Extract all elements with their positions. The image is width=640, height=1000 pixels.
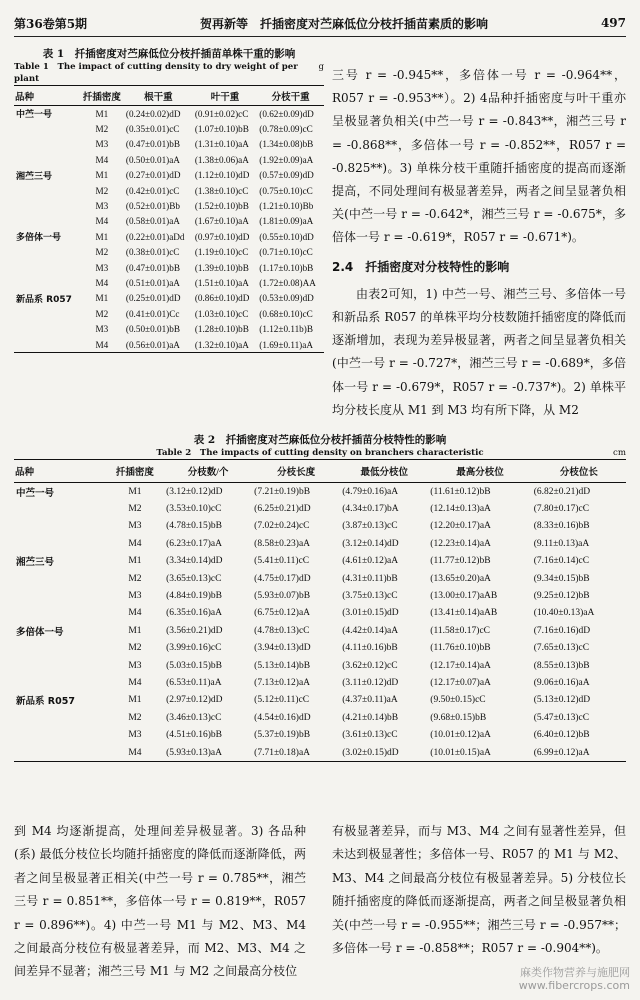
bottom-right-paragraph: 有极显著差异，而与 M3、M4 之间有显著性差异，但未达到极显著性；多倍体一号、R057 的 M1 与 M2、M3、M4 之间最高分枝位有极显著差异。5) 分枝位长随扦插密度的降低而逐渐提高，两者之间呈极显著负相关(中苎一号 r = -0.955**；湘苎三号 r = -0.957**；多倍体一号 r = -0.858**；R057 r = -0.904**)。 (332, 824, 626, 956)
table-row (14, 306, 324, 321)
site-watermark (519, 966, 630, 992)
table-2-cell: (12.17±0.14)aA (430, 660, 491, 671)
table-2-header-cell: 分枝数/个 (164, 460, 252, 483)
table-row (14, 214, 324, 229)
page-number: 497 (600, 16, 626, 30)
table-2-cell: (7.16±0.14)cC (533, 556, 590, 567)
table-row (14, 183, 324, 198)
table-row (14, 709, 626, 726)
table-2-cell: (5.13±0.12)dD (533, 695, 591, 706)
table-1-cell: (1.21±0.10)Bb (259, 201, 314, 212)
table-2-header-cell: 最高分枝位 (428, 460, 531, 483)
table-1-header-row (14, 86, 324, 106)
table-2-cell: (10.40±0.13)aA (533, 608, 595, 619)
table-2-cell: (11.77±0.12)bB (430, 556, 491, 567)
table-2-variety-cell (14, 709, 106, 726)
table-row (14, 291, 324, 306)
table-2-header-cell: 分枝位长 (532, 460, 626, 483)
table-1-cell: (1.34±0.08)bB (259, 139, 314, 150)
table-2-cell: (12.14±0.13)aA (430, 504, 491, 515)
table-1-cell: (1.07±0.10)bB (194, 124, 249, 135)
table-1-variety-cell: 湘苎三号 (16, 171, 53, 182)
table-2-variety-cell (14, 500, 106, 517)
table-row (14, 726, 626, 743)
table-2-variety-cell (14, 744, 106, 762)
table-1-cell: (0.56±0.01)aA (124, 337, 193, 353)
table-2-cell: (10.01±0.15)aA (428, 744, 531, 762)
table-2-header-cell: 扦插密度 (106, 460, 164, 483)
table-2-cell: (3.87±0.13)cC (342, 521, 398, 532)
table-2-cell: (4.51±0.16)bB (166, 730, 222, 741)
bottom-left-paragraph: 到 M4 均逐渐提高，处理间差异极显著。3) 各品种(系) 最低分枝位长均随扦插密度的降低而逐渐降低，两者之间呈极显著正相关(中苎一号 r = 0.785**，湘苎三号 r = 0.851**，多倍体一号 r = 0.819**，R057 r = 0.896**)。4) 中苎一号 M1 与 M2、M3、M4 之间最高分枝位有极显著差异，而 M2、M3、M4 之间差异不显著；湘苎三号 M1 与 M2 之间最高分枝位 (14, 824, 306, 979)
table-1-cell: M2 (95, 247, 109, 258)
table-2-cell: (4.84±0.19)bB (166, 591, 222, 602)
table-2-cell: (8.58±0.23)aA (254, 538, 311, 549)
table-row (14, 121, 324, 136)
table-2-caption-en-row (14, 447, 626, 459)
table-2-variety-cell: 湘苎三号 (16, 557, 55, 569)
table-2-cell: M1 (128, 625, 142, 636)
table-2-cell: (7.80±0.17)cC (533, 504, 590, 515)
table-1-cell: M3 (95, 139, 109, 150)
table-1-cell: (1.38±0.10)cC (194, 185, 249, 196)
table-1-cell: M3 (95, 324, 109, 335)
table-2-variety-cell (14, 726, 106, 743)
table-2-cell: (12.20±0.17)aA (430, 521, 491, 532)
table-1-cell: (0.75±0.10)cC (259, 185, 313, 196)
table-2-variety-cell (14, 657, 106, 674)
table-2-cell: M4 (128, 677, 142, 688)
table-1-variety-cell (14, 198, 80, 213)
table-2-cell: M1 (128, 556, 142, 567)
table-2-cell: (4.34±0.17)bA (342, 504, 399, 515)
table-2-cell: (12.17±0.07)aA (430, 677, 491, 688)
table-1-cell: (0.25±0.01)dD (125, 293, 181, 304)
table-1-variety-cell (14, 214, 80, 229)
table-1-cell: (0.62±0.09)dD (259, 108, 314, 119)
table-1-cell: M4 (95, 154, 109, 165)
table-1-header-cell: 品种 (14, 86, 80, 106)
table-1-cell: (0.97±0.10)dD (194, 231, 250, 242)
table-1-cell: (0.50±0.01)aA (125, 154, 180, 165)
section-heading-2-4: 2.4 扦插密度对分枝特性的影响 (332, 259, 510, 274)
table-2-cell: (4.78±0.15)bB (166, 521, 222, 532)
table-1-cell: (1.67±0.10)aA (194, 216, 249, 227)
table-2-cell: (13.65±0.20)aA (430, 573, 491, 584)
table-2-cell: (9.11±0.13)aA (533, 538, 590, 549)
table-2-cell: M2 (128, 712, 142, 723)
table-1-cell: M2 (95, 124, 109, 135)
table-2-cell: (7.16±0.16)dD (533, 625, 591, 636)
table-1-cell: (1.32±0.10)aA (193, 337, 257, 353)
table-1-cell: (0.52±0.01)Bb (125, 201, 180, 212)
running-header (14, 10, 626, 37)
table-1-variety-cell (14, 137, 80, 152)
table-2-variety-cell (14, 535, 106, 552)
table-1-cell: (0.22±0.01)aDd (125, 231, 185, 242)
table-row (14, 198, 324, 213)
table-2-cell: M3 (128, 660, 142, 671)
table-row (14, 553, 626, 570)
table-row (14, 106, 324, 122)
table-1-cell: (1.31±0.10)aA (194, 139, 249, 150)
journal-volume: 第36卷第5期 (14, 16, 88, 31)
table-row (14, 245, 324, 260)
results-paragraph-1: 三号 r = -0.945**，多倍体一号 r = -0.964**，R057 r = -0.953**）。2) 4品种扦插密度与叶干重亦呈极显著负相关(中苎一号 r = -0.843**，湘苎三号 r = -0.868**，多倍体一号 r = -0.852**，R057 r = -0.825**)。3) 单株分枝干重随扦插密度的提高而逐渐提高，不同处理间有极显著差异，两者之间呈显著负相关(中苎一号 r = -0.642*，湘苎三号 r = -0.675*，多倍体一号 r = -0.619*，R057 r = -0.671*)。 (332, 68, 626, 245)
table-1-cell: (0.68±0.10)cC (259, 308, 313, 319)
table-2-cell: (11.76±0.10)bB (430, 643, 491, 654)
table-1-cell: M4 (95, 277, 109, 288)
table-row (14, 605, 626, 622)
table-2-cell: (3.75±0.13)cC (342, 591, 398, 602)
table-row (14, 337, 324, 353)
table-1-cell: (0.50±0.01)bB (125, 324, 180, 335)
table-2-cell: (3.56±0.21)dD (166, 625, 223, 636)
table-1-cell: (0.71±0.10)cC (259, 247, 313, 258)
table-1-header-cell: 叶干重 (193, 86, 257, 106)
table-2-cell: M2 (128, 573, 142, 584)
table-row (14, 640, 626, 657)
table-2-cell: (3.02±0.15)dD (340, 744, 428, 762)
table-1-variety-cell (14, 121, 80, 136)
table-1-cell: (0.47±0.01)bB (125, 262, 180, 273)
table-1-cell: (0.27±0.01)dD (125, 170, 181, 181)
table-2-unit: cm (613, 448, 626, 458)
table-2-cell: (4.75±0.17)dD (254, 573, 311, 584)
table-1-variety-cell: 多倍体一号 (16, 233, 62, 244)
table-row (14, 483, 626, 501)
table-2-cell: (10.01±0.12)aA (430, 730, 491, 741)
table-2-cell: (4.37±0.11)aA (342, 695, 398, 706)
table-2-cell: (3.53±0.10)cC (166, 504, 222, 515)
table-2-grid (14, 459, 626, 762)
table-2-cell: (9.34±0.15)bB (533, 573, 590, 584)
table-2-header-row (14, 460, 626, 483)
table-1-cell: (0.86±0.10)dD (194, 293, 250, 304)
table-2-cell: M4 (128, 608, 142, 619)
table-2-cell: (6.25±0.21)dD (254, 504, 311, 515)
table-2-cell: (4.54±0.16)dD (254, 712, 311, 723)
table-2-cell: (3.34±0.14)dD (166, 556, 223, 567)
table-2-cell: (4.61±0.12)aA (342, 556, 399, 567)
table-1-cell: M1 (95, 231, 109, 242)
table-2-cell: (12.23±0.14)aA (430, 538, 491, 549)
table-1-header-cell: 分枝干重 (257, 86, 324, 106)
table-2-cell: (3.65±0.13)cC (166, 573, 222, 584)
table-2-cell: (6.75±0.12)aA (254, 608, 311, 619)
table-2-cell: M1 (128, 695, 142, 706)
table-1-cell: (0.47±0.01)bB (125, 139, 180, 150)
table-2-cell: (5.93±0.07)bB (254, 591, 311, 602)
table-1-cell: (0.91±0.02)cC (194, 108, 249, 119)
table-2-cell: (5.13±0.14)bB (254, 660, 311, 671)
table-2-cell: (4.21±0.14)bB (342, 712, 399, 723)
table-1-variety-cell (14, 245, 80, 260)
table-1-cell: M2 (95, 308, 109, 319)
table-2-cell: (4.42±0.14)aA (342, 625, 399, 636)
table-row (14, 744, 626, 762)
table-1-cell: M1 (95, 293, 109, 304)
table-1-cell: (0.38±0.01)cC (125, 247, 180, 258)
table-2-variety-cell (14, 605, 106, 622)
table-2-cell: (11.61±0.12)bB (430, 486, 491, 497)
table-2-cell: (5.12±0.11)cC (254, 695, 310, 706)
table-2-cell: (7.21±0.19)bB (254, 486, 311, 497)
table-1-cell: (1.81±0.09)aA (259, 216, 314, 227)
watermark-line-2: www.fibercrops.com (518, 979, 630, 992)
table-2-cell: (6.23±0.17)aA (166, 538, 222, 549)
table-1-variety-cell (14, 152, 80, 167)
table-1-cell: (0.55±0.10)dD (259, 231, 314, 242)
table-1-header-cell: 扦插密度 (80, 86, 124, 106)
table-1-caption-en: Table 1 The impact of cutting density to dry weight of per plant (14, 62, 298, 84)
table-1-variety-cell (14, 183, 80, 198)
table-1-variety-cell: 中苎一号 (16, 110, 53, 121)
table-1-cell: (1.51±0.10)aA (194, 277, 249, 288)
table-2-cell: (5.93±0.13)aA (164, 744, 252, 762)
table-1-caption-cn: 表 1 扦插密度对苎麻低位分枝扦插苗单株干重的影响 (42, 48, 296, 60)
table-2-variety-cell: 中苎一号 (16, 487, 55, 499)
table-row (14, 229, 324, 244)
table-1-cell: M3 (95, 262, 109, 273)
table-2-cell: (8.55±0.13)bB (533, 660, 590, 671)
table-1-variety-cell (14, 337, 80, 353)
table-1-cell: (0.24±0.02)dD (125, 108, 181, 119)
watermark-line-1: 麻类作物营养与施肥网 (520, 966, 630, 979)
table-2-cell: (7.65±0.13)cC (533, 643, 590, 654)
table-row (14, 587, 626, 604)
table-row (14, 500, 626, 517)
table-2-cell: (4.31±0.11)bB (342, 573, 398, 584)
table-2-cell: (7.13±0.12)aA (254, 677, 311, 688)
table-1-header-cell: 根干重 (124, 86, 193, 106)
table-row (14, 152, 324, 167)
table-1-cell: (0.58±0.01)aA (125, 216, 180, 227)
table-1-cell: (0.78±0.09)cC (259, 124, 313, 135)
table-1-cell: M1 (95, 170, 109, 181)
table-1-variety-cell (14, 321, 80, 336)
table-1-cell: (1.38±0.06)aA (194, 154, 249, 165)
table-row (14, 570, 626, 587)
table-2-cell: (6.40±0.12)bB (533, 730, 590, 741)
table-2-cell: (7.71±0.18)aA (252, 744, 340, 762)
table-1-cell: (0.42±0.01)cC (125, 185, 180, 196)
table-row (14, 692, 626, 709)
table-1 (14, 48, 324, 353)
table-2-cell: M2 (128, 643, 142, 654)
table-row (14, 518, 626, 535)
table-1-cell: (0.53±0.09)dD (259, 293, 314, 304)
table-2-cell: (3.61±0.13)cC (342, 730, 398, 741)
table-1-variety-cell: 新品系 R057 (16, 294, 72, 305)
table-1-cell: (1.39±0.10)bB (194, 262, 249, 273)
table-2-cell: (6.53±0.11)aA (166, 677, 222, 688)
table-row (14, 137, 324, 152)
table-1-variety-cell (14, 275, 80, 290)
table-2-cell: (3.12±0.14)dD (342, 538, 399, 549)
table-2-cell: (5.41±0.11)cC (254, 556, 310, 567)
article-running-title: 贺再新等 扦插密度对苎麻低位分枝扦插苗素质的影响 (199, 16, 488, 31)
table-1-variety-cell (14, 260, 80, 275)
table-2-cell: (3.01±0.15)dD (342, 608, 399, 619)
table-2-cell: (13.41±0.14)aAB (430, 608, 498, 619)
table-1-cell: (1.03±0.10)cC (194, 308, 249, 319)
table-2-variety-cell: 新品系 R057 (16, 696, 75, 708)
table-1-cell: (1.28±0.10)bB (194, 324, 249, 335)
table-2-header-cell: 分枝长度 (252, 460, 340, 483)
table-2-cell: (5.37±0.19)bB (254, 730, 311, 741)
table-2-cell: (13.00±0.17)aAB (430, 591, 498, 602)
table-2-caption-en: Table 2 The impacts of cutting density on branchers characteristic (156, 448, 484, 458)
table-1-cell: (1.17±0.10)bB (259, 262, 314, 273)
table-1-cell: (0.57±0.09)dD (259, 170, 314, 181)
table-1-cell: (1.72±0.08)AA (259, 277, 316, 288)
table-2-cell: (11.58±0.17)cC (430, 625, 491, 636)
table-2-cell: (6.82±0.21)dD (533, 486, 591, 497)
table-1-cell: (1.92±0.09)aA (259, 154, 314, 165)
table-1-cell: (0.51±0.01)aA (125, 277, 180, 288)
table-1-cell: M4 (95, 216, 109, 227)
table-2-cell: M3 (128, 591, 142, 602)
table-2-cell: (3.46±0.13)cC (166, 712, 222, 723)
table-1-cell: M2 (95, 185, 109, 196)
table-1-cell: (1.19±0.10)cC (194, 247, 249, 258)
table-2-cell: M4 (128, 538, 142, 549)
results-paragraph-2: 由表2可知，1) 中苎一号、湘苎三号、多倍体一号和新品系 R057 的单株平均分枝数随扦插密度的降低而逐渐增加，表现为差异极显著，两者之间呈显著负相关(中苎一号 r = -0.727*，湘苎三号 r = -0.689*，多倍体一号 r = -0.679*，R057 r = -0.737*)。2) 单株平均分枝长度从 M1 到 M3 均有所下降，从 M2 (332, 286, 626, 417)
table-1-cell: (0.41±0.01)Cc (125, 308, 180, 319)
table-1-variety-cell (14, 306, 80, 321)
table-2-cell: (9.06±0.16)aA (533, 677, 590, 688)
table-row (14, 674, 626, 691)
table-2-cell: (3.94±0.13)dD (254, 643, 311, 654)
table-2-cell: (6.35±0.16)aA (166, 608, 222, 619)
table-1-unit: g (318, 62, 324, 72)
table-row (14, 622, 626, 639)
table-2-cell: (3.11±0.12)dD (342, 677, 399, 688)
table-2-cell: (9.25±0.12)bB (533, 591, 590, 602)
table-2-cell: (6.99±0.12)aA (532, 744, 626, 762)
table-2-cell: (2.97±0.12)dD (166, 695, 223, 706)
table-row (14, 535, 626, 552)
table-1-caption-en-row (14, 61, 324, 85)
table-1-cell: (1.52±0.10)bB (194, 201, 249, 212)
table-2-cell: (8.33±0.16)bB (533, 521, 590, 532)
table-1-cell: (1.12±0.10)dD (194, 170, 250, 181)
table-2-cell: M3 (128, 521, 142, 532)
table-row (14, 168, 324, 183)
table-2-cell: (3.62±0.12)cC (342, 660, 398, 671)
table-1-cell: M3 (95, 201, 109, 212)
table-2-cell: (5.47±0.13)cC (533, 712, 590, 723)
table-2-header-cell: 品种 (14, 460, 106, 483)
table-2-cell: M2 (128, 504, 142, 515)
table-1-cell: M4 (80, 337, 124, 353)
table-1-cell: (0.35±0.01)cC (125, 124, 180, 135)
table-2-cell: M4 (106, 744, 164, 762)
table-2-variety-cell (14, 640, 106, 657)
table-2-variety-cell (14, 570, 106, 587)
table-1-cell: (1.12±0.11b)B (259, 324, 313, 335)
table-1-cell: (1.69±0.11)aA (257, 337, 324, 353)
table-2-cell: (9.50±0.15)cC (430, 695, 486, 706)
table-2-variety-cell (14, 587, 106, 604)
table-2 (14, 434, 626, 762)
table-2-caption-cn: 表 2 扦插密度对苎麻低位分枝扦插苗分枝特性的影响 (193, 434, 447, 446)
table-2-variety-cell (14, 674, 106, 691)
table-2-cell: (4.11±0.16)bB (342, 643, 398, 654)
table-2-cell: M3 (128, 730, 142, 741)
table-2-cell: (4.79±0.16)aA (342, 486, 399, 497)
table-row (14, 275, 324, 290)
right-column-text (332, 64, 626, 422)
table-2-cell: (3.12±0.12)dD (166, 486, 223, 497)
table-2-cell: M1 (128, 486, 142, 497)
table-1-grid (14, 85, 324, 353)
table-2-cell: (7.02±0.24)cC (254, 521, 310, 532)
table-2-cell: (9.68±0.15)bB (430, 712, 487, 723)
table-2-cell: (3.99±0.16)cC (166, 643, 222, 654)
table-row (14, 260, 324, 275)
table-2-cell: (4.78±0.13)cC (254, 625, 310, 636)
table-2-variety-cell: 多倍体一号 (16, 626, 64, 638)
table-2-cell: (5.03±0.15)bB (166, 660, 222, 671)
table-row (14, 657, 626, 674)
table-2-variety-cell (14, 518, 106, 535)
table-row (14, 321, 324, 336)
table-1-cell: M1 (95, 108, 109, 119)
table-2-header-cell: 最低分枝位 (340, 460, 428, 483)
